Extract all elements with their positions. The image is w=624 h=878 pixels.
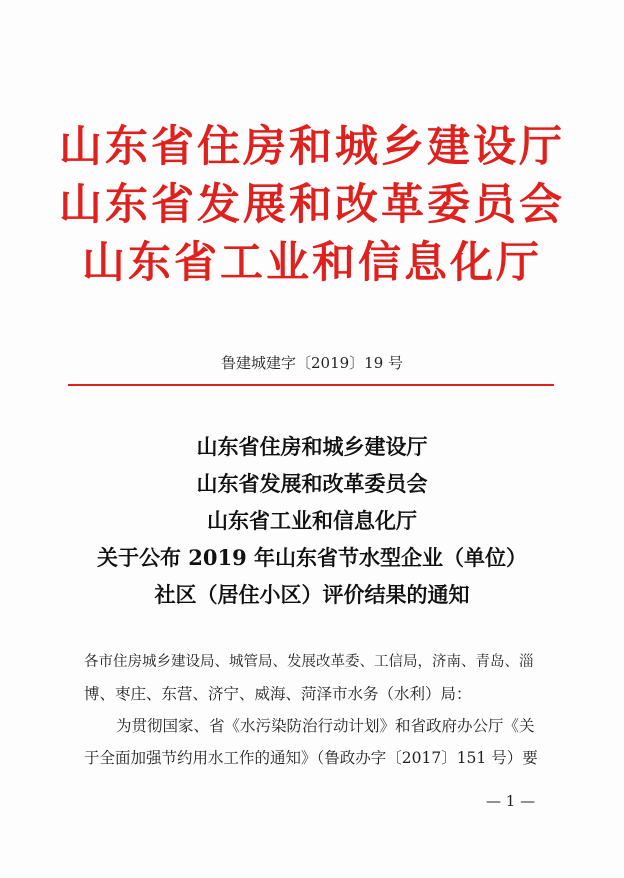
org-name-development-reform: 山东省发展和改革委员会 bbox=[59, 180, 565, 230]
title-line-4: 关于公布 2019 年山东省节水型企业（单位） bbox=[96, 545, 528, 570]
document-number: 鲁建城建字〔2019〕19 号 bbox=[220, 354, 404, 372]
body-line-4: 于全面加强节约用水工作的通知》（鲁政办字〔2017〕151 号）要 bbox=[84, 749, 538, 767]
org-name-industry-it: 山东省工业和信息化厅 bbox=[82, 238, 542, 288]
body-line-2: 博、枣庄、东营、济宁、威海、菏泽市水务（水利）局： bbox=[84, 685, 472, 703]
issuing-organizations-header bbox=[0, 118, 624, 292]
title-line-5: 社区（居住小区）评价结果的通知 bbox=[154, 582, 470, 607]
body-line-3: 为贯彻国家、省《水污染防治行动计划》和省政府办公厅《关 bbox=[116, 717, 535, 735]
page-number: — 1 — bbox=[486, 792, 536, 810]
title-line-3: 山东省工业和信息化厅 bbox=[207, 508, 417, 533]
red-divider-line bbox=[68, 384, 554, 386]
org-name-housing: 山东省住房和城乡建设厅 bbox=[59, 122, 565, 172]
title-line-1: 山东省住房和城乡建设厅 bbox=[196, 434, 428, 459]
document-title bbox=[0, 428, 624, 613]
body-line-1: 各市住房城乡建设局、城管局、发展改革委、工信局，济南、青岛、淄 bbox=[84, 654, 534, 670]
title-line-2: 山东省发展和改革委员会 bbox=[196, 471, 428, 496]
